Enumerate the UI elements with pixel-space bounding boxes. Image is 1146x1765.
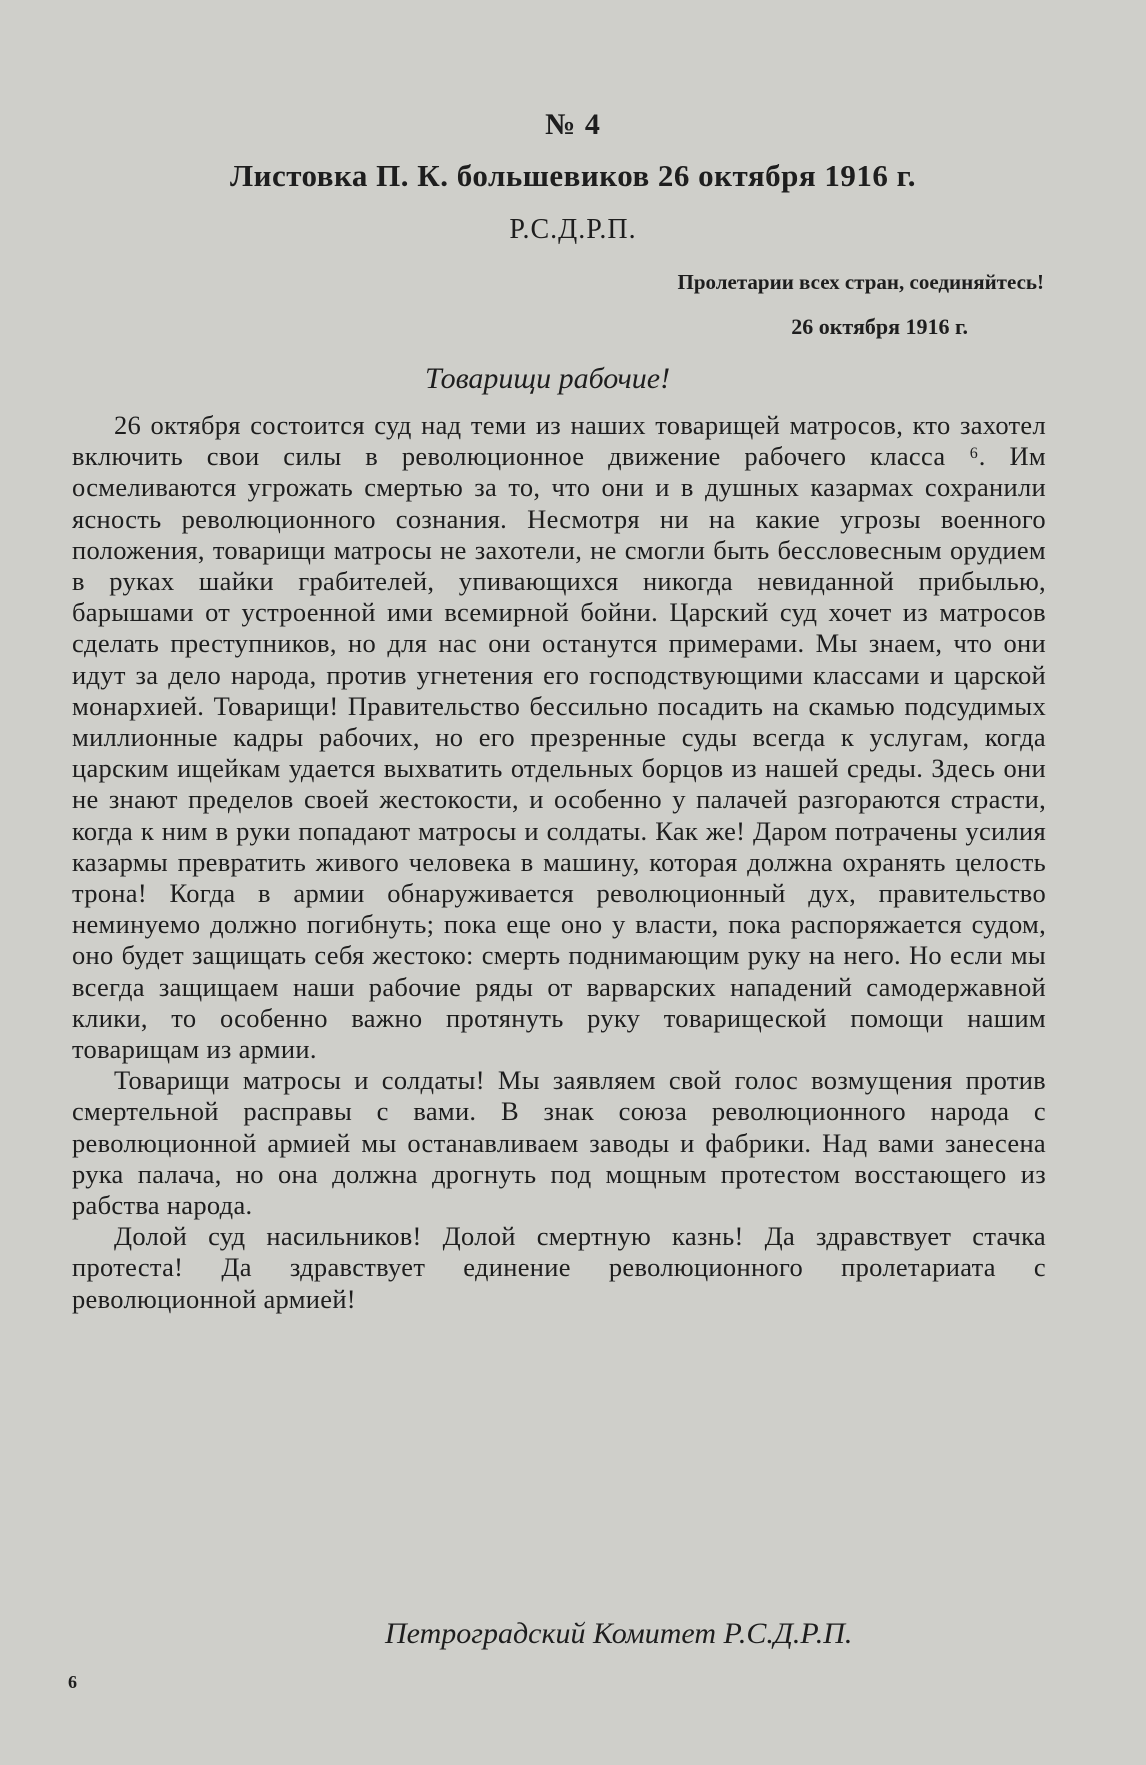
paragraph: Товарищи матросы и солдаты! Мы заявляем свой голос возмущения против смертельной расправы с вами. В знак союза революционного народа с революционной армией мы останавливаем заводы и фабрики. Над вами занесена рука палача, но она должна дрогнуть под мощным протестом восстающего из рабства народа. xyxy=(72,1065,1046,1221)
leaflet-body xyxy=(72,410,1046,1315)
page-number: 6 xyxy=(68,1672,77,1692)
paragraph: 26 октября состоится суд над теми из наших товарищей матросов, кто захотел включить свои силы в революционное движение рабочего класса ⁶. Им осмеливаются угрожать смертью за то, что они и в душных казармах сохранили ясность революционного сознания. Несмотря ни на какие угрозы военного положения, товарищи матросы не захотели, не смогли быть бессловесным орудием в руках шайки грабителей, упивающихся никогда невиданной прибылью, барышами от устроенной ими всемирной бойни. Царский суд хочет из матросов сделать преступников, но для нас они останутся примерами. Мы знаем, что они идут за дело народа, против угнетения его господствующими классами и царской монархией. Товарищи! Правительство бессильно посадить на скамью подсудимых миллионные кадры рабочих, но его презренные суды всегда к услугам, когда царским ищейкам удается выхватить отдельных борцов из нашей среды. Здесь они не знают пределов своей жестокости, и особенно у палачей разгораются страсти, когда к ним в руки попадают матросы и солдаты. Как же! Даром потрачены усилия казармы превратить живого человека в машину, которая должна охранять целость трона! Когда в армии обнаруживается революционный дух, правительство неминуемо должно погибнуть; пока еще оно у власти, пока распоряжается судом, оно будет защищать себя жестоко: смерть поднимающим руку на него. Но если мы всегда защищаем наши рабочие ряды от варварских нападений самодержавной клики, то особенно важно протянуть руку товарищеской помощи нашим товарищам из армии. xyxy=(72,410,1046,1065)
document-title: Листовка П. К. большевиков 26 октября 1916 г. xyxy=(230,158,916,193)
salutation: Товарищи рабочие! xyxy=(425,362,671,395)
paragraph: Долой суд насильников! Долой смертную казнь! Да здравствует стачка протеста! Да здравствует единение революционного пролетариата с революционной армией! xyxy=(72,1221,1046,1314)
document-number: № 4 xyxy=(545,108,601,141)
leaflet-date: 26 октября 1916 г. xyxy=(791,314,968,339)
party-name: Р.С.Д.Р.П. xyxy=(509,214,637,245)
slogan: Пролетарии всех стран, соединяйтесь! xyxy=(677,270,1044,294)
signature: Петроградский Комитет Р.С.Д.Р.П. xyxy=(385,1617,853,1650)
